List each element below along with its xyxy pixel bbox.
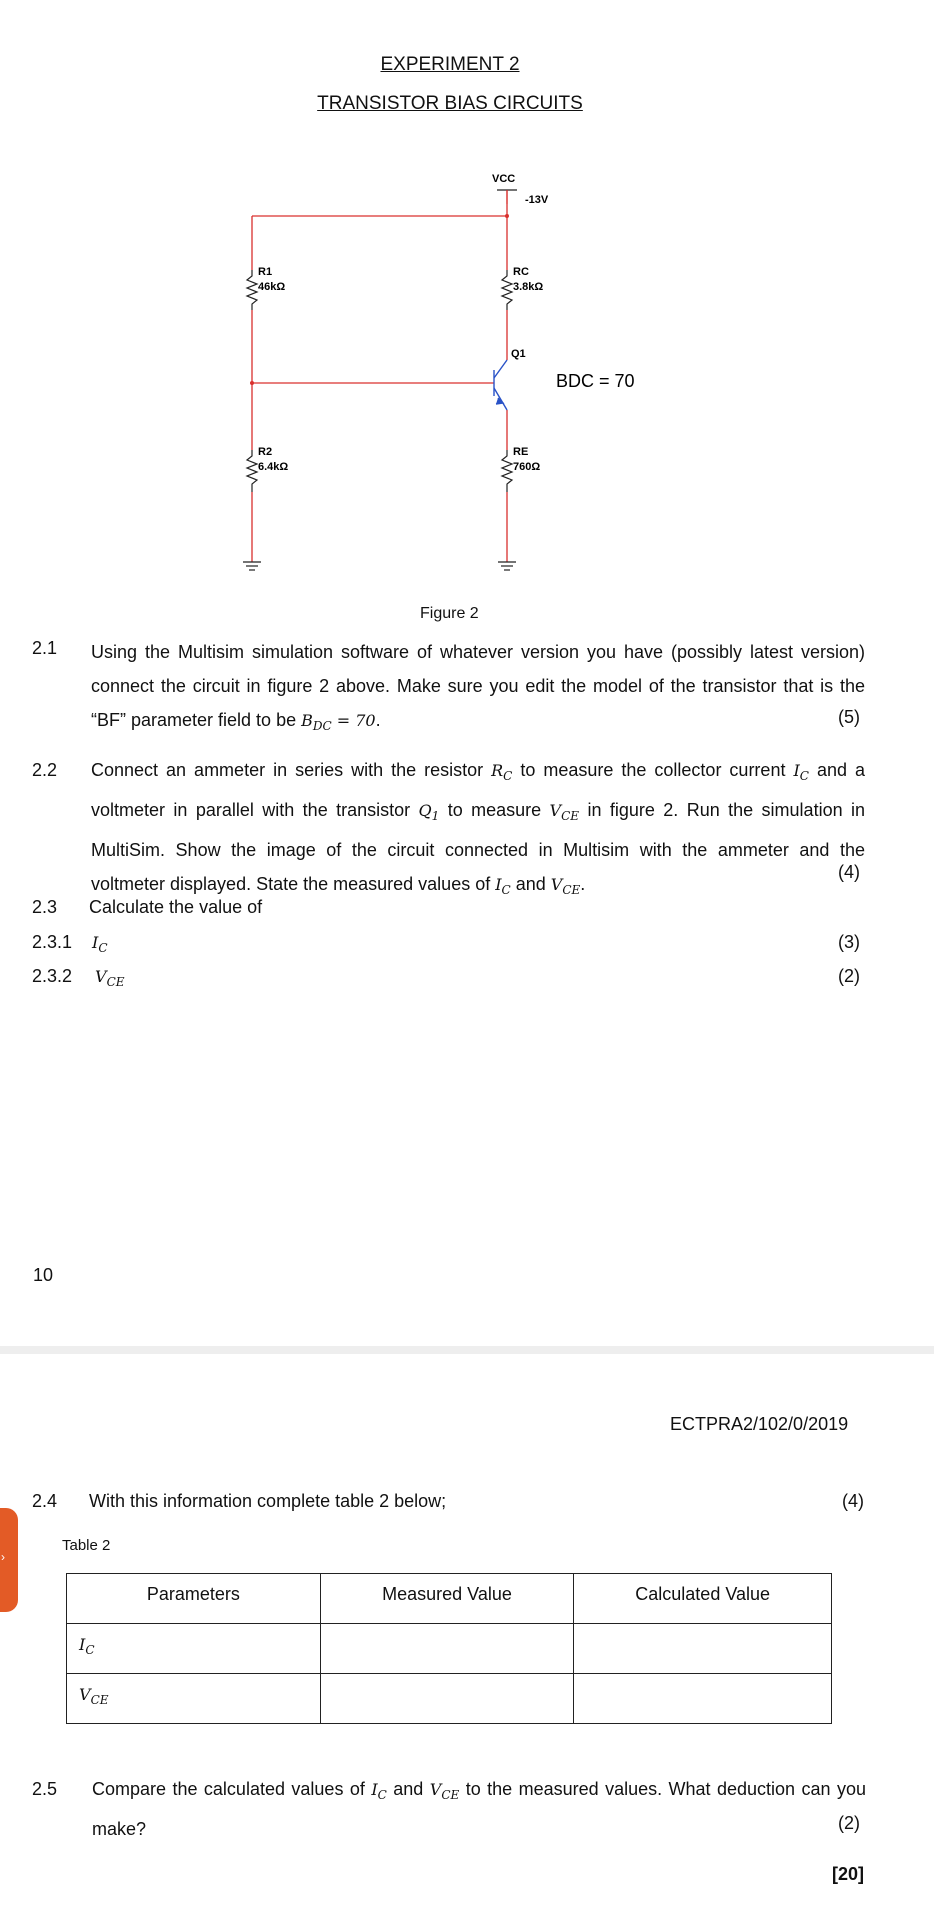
header-parameters: Parameters [67,1574,321,1624]
circuit-diagram [0,160,934,590]
q2-1-marks: (5) [838,707,860,727]
rc-value: 3.8kΩ [513,281,544,293]
param-cell-vce: $V_{CE}$ [67,1674,321,1724]
r2-resistor [247,450,257,492]
q2-3-text: Calculate the value of [89,897,263,917]
header-measured-value: Measured Value [320,1574,574,1624]
figure-caption: Figure 2 [420,605,479,622]
vcc-source-symbol [497,190,517,204]
ground-symbol-right [498,562,516,570]
r2-name: R2 [258,446,273,458]
q2-3-2-marks: (2) [838,966,860,986]
chevron-right-icon: › [1,1550,5,1564]
q2-4-number: 2.4 [32,1491,58,1511]
table-row [67,1624,832,1674]
q2-5-marks: (2) [838,1813,860,1833]
page-number: 10 [33,1265,54,1285]
side-expand-tab[interactable] [0,1508,18,1612]
total-marks: [20] [831,1864,864,1884]
page-divider [0,1346,934,1354]
q2-1-text: Using the Multisim simulation software of whatever version you have (possibly latest version) connect the circuit in figure 2 above. Make sure you edit the model of the transistor that is the “BF” parameter field to be $B_{DC} = 70$. [91,642,865,734]
q2-1-number: 2.1 [32,638,58,658]
header-calculated-value: Calculated Value [574,1574,832,1624]
re-resistor [502,450,512,492]
document-code: ECTPRA2/102/0/2019 [670,1414,849,1434]
calculated-cell-vce[interactable] [574,1674,832,1724]
measured-cell-ic[interactable] [320,1624,574,1674]
q2-3-1-symbol: $I_C$ [92,933,108,956]
re-value: 760Ω [513,461,541,473]
table-row [67,1674,832,1724]
junction-dot [505,214,509,218]
re-name: RE [513,446,529,458]
q2-3-number: 2.3 [32,897,58,917]
vcc-value: -13V [525,194,549,206]
ground-symbol-left [243,562,261,570]
q2-3-1-number: 2.3.1 [32,932,73,952]
q2-3-1-marks: (3) [838,932,860,952]
q2-5-text: Compare the calculated values of $I_C$ and $V_{CE}$ to the measured values. What deduction can you make? [92,1779,866,1840]
r1-name: R1 [258,266,273,278]
q2-2-number: 2.2 [32,760,58,780]
q1-label: Q1 [511,348,526,360]
experiment-subtitle: TRANSISTOR BIAS CIRCUITS [317,93,583,114]
q1-transistor [494,360,507,410]
rc-resistor [502,270,512,310]
q2-2-marks: (4) [838,862,860,882]
table-caption: Table 2 [62,1537,111,1554]
rc-name: RC [513,266,529,278]
table-2 [66,1573,832,1724]
q2-3-2-symbol: $V_{CE}$ [95,967,125,990]
vcc-label: VCC [492,173,516,185]
calculated-cell-ic[interactable] [574,1624,832,1674]
q2-5-number: 2.5 [32,1779,58,1799]
q2-4-text: With this information complete table 2 below; [89,1491,447,1511]
r2-value: 6.4kΩ [258,461,289,473]
q2-3-2-number: 2.3.2 [32,966,73,986]
junction-dot [250,381,254,385]
r1-resistor [247,270,257,310]
q2-2-text: Connect an ammeter in series with the resistor $R_C$ to measure the collector current $I_C$ and a voltmeter in parallel with the transistor $Q_1$ to measure $V_{CE}$ in figure 2. Run the simulation in MultiSim. Show the image of the circuit connected in Multisim with the ammeter and the voltmeter displayed. State the measured values of $I_C$ and $V_{CE}$. [91,760,866,898]
experiment-title: EXPERIMENT 2 [380,54,520,75]
measured-cell-vce[interactable] [320,1674,574,1724]
table-header-row [67,1574,832,1624]
circuit-wires [252,190,507,562]
q2-4-marks: (4) [842,1491,864,1511]
param-cell-ic: $I_C$ [67,1624,321,1674]
bdc-note: BDC = 70 [556,371,635,391]
r1-value: 46kΩ [258,281,286,293]
